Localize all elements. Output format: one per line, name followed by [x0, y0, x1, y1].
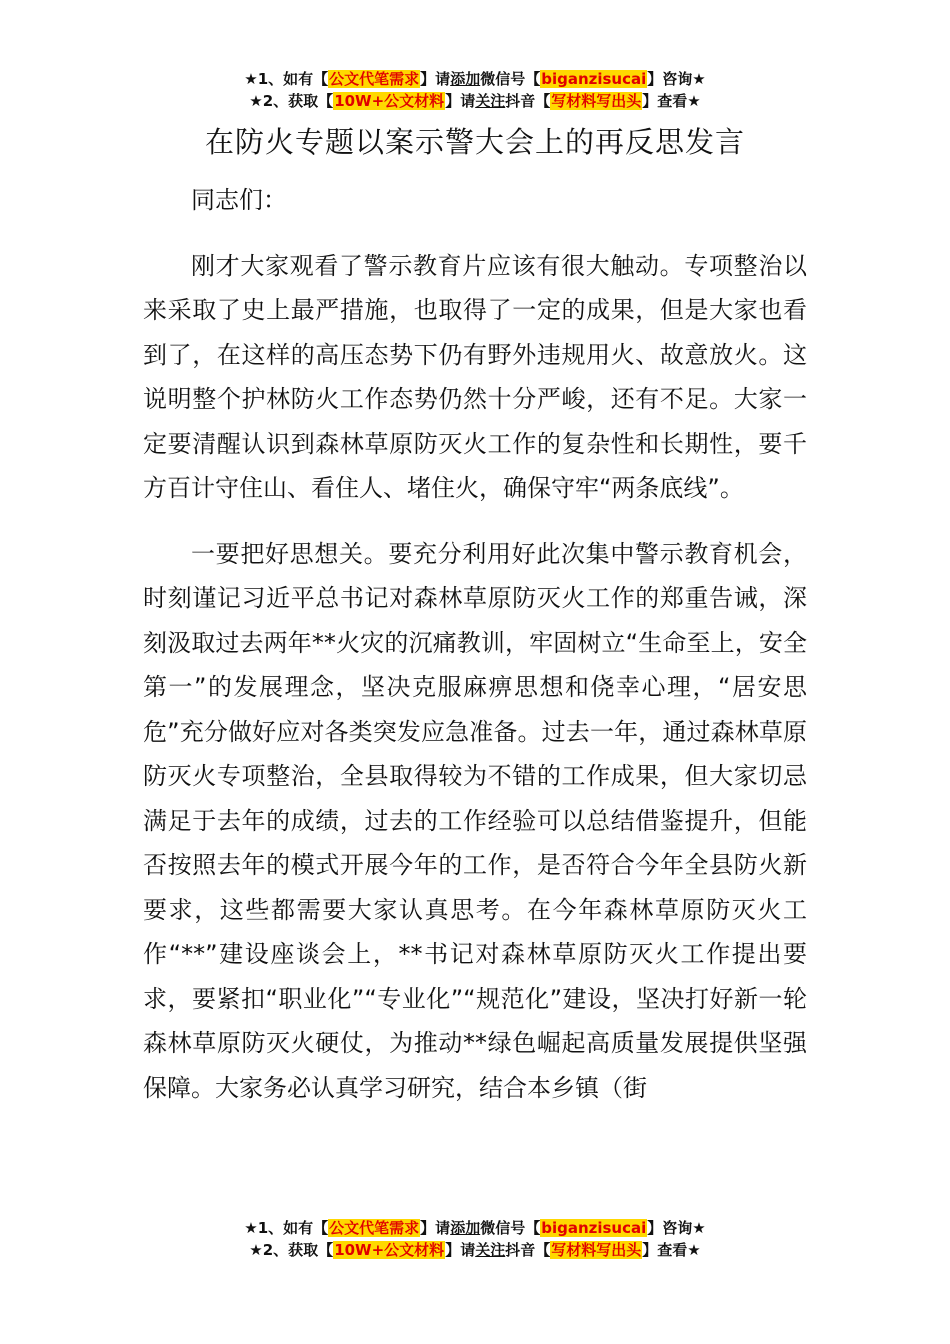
paragraph-1: 刚才大家观看了警示教育片应该有很大触动。专项整治以来采取了史上最严措施，也取得了一定的成果，但是大家也看到了，在这样的高压态势下仍有野外违规用火、故意放火。这说明整个护林防火工作态势仍然十分严峻，还有不足。大家一定要清醒认识到森林草原防灭火工作的复杂性和长期性，要千方百计守住山、看住人、堵住火，确保守牢“两条底线”。	[143, 251, 807, 502]
highlight-writing-service: 公文代笔需求	[329, 70, 420, 88]
greeting: 同志们：	[191, 186, 287, 214]
footer-promo-banner	[0, 1217, 950, 1261]
promo-line-1: ★1、如有【公文代笔需求】请添加微信号【biganzisucai】咨询★	[244, 1219, 706, 1237]
highlight-wechat-id: biganzisucai	[541, 1219, 647, 1237]
highlight-wechat-id: biganzisucai	[541, 70, 647, 88]
document-body	[143, 178, 807, 1110]
document-title: 在防火专题以案示警大会上的再反思发言	[204, 125, 745, 159]
header-promo-banner	[0, 68, 950, 112]
highlight-writing-service: 公文代笔需求	[329, 1219, 420, 1237]
promo-line-2: ★2、获取【10W+公文材料】请关注抖音【写材料写出头】查看★	[249, 92, 701, 110]
highlight-materials: 10W+公文材料	[334, 92, 445, 110]
highlight-materials: 10W+公文材料	[334, 1241, 445, 1259]
paragraph-2: 一要把好思想关。要充分利用好此次集中警示教育机会，时刻谨记习近平总书记对森林草原防灭火工作的郑重告诫，深刻汲取过去两年**火灾的沉痛教训，牢固树立“生命至上，安全第一”的发展理念，坚决克服麻痹思想和侥幸心理，“居安思危”充分做好应对各类突发应急准备。过去一年，通过森林草原防灭火专项整治，全县取得较为不错的工作成果，但大家切忌满足于去年的成绩，过去的工作经验可以总结借鉴提升，但能否按照去年的模式开展今年的工作，是否符合今年全县防火新要求，这些都需要大家认真思考。在今年森林草原防灭火工作“**”建设座谈会上，**书记对森林草原防灭火工作提出要求，要紧扣“职业化”“专业化”“规范化”建设，坚决打好新一轮森林草原防灭火硬仗，为推动**绿色崛起高质量发展提供坚强保障。大家务必认真学习研究，结合本乡镇（街	[143, 539, 807, 1102]
highlight-douyin-account: 写材料写出头	[551, 92, 642, 110]
promo-line-2: ★2、获取【10W+公文材料】请关注抖音【写材料写出头】查看★	[249, 1241, 701, 1259]
promo-line-1: ★1、如有【公文代笔需求】请添加微信号【biganzisucai】咨询★	[244, 70, 706, 88]
highlight-douyin-account: 写材料写出头	[551, 1241, 642, 1259]
